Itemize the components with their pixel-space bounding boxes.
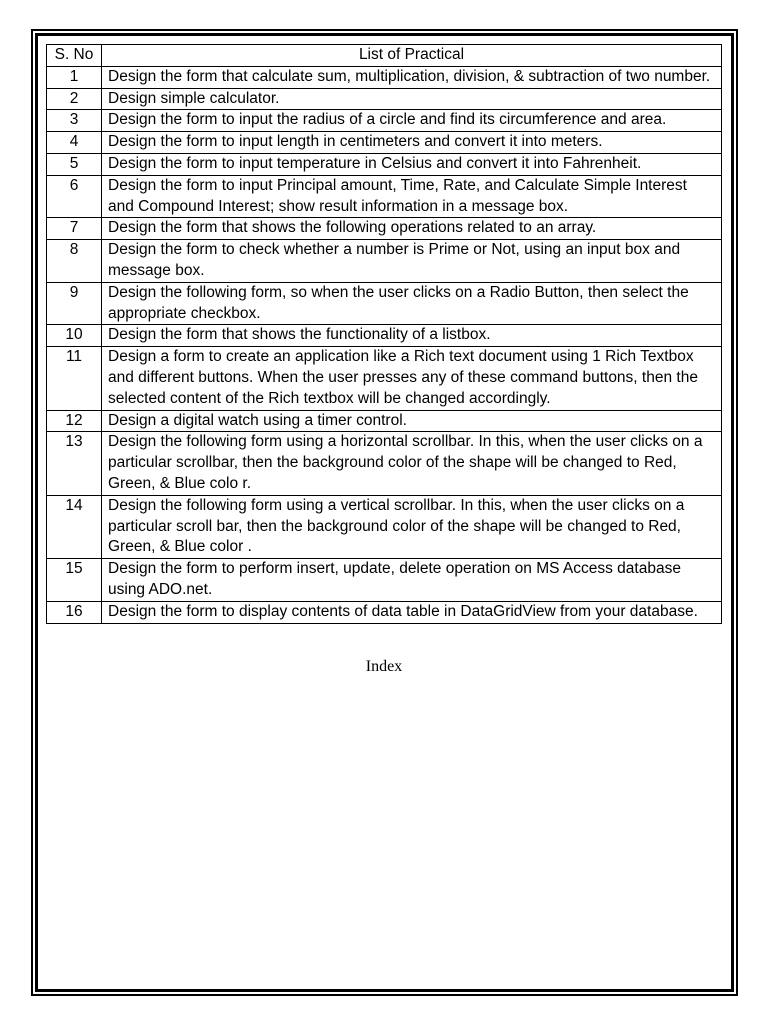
practical-description: Design simple calculator.: [102, 88, 722, 110]
serial-number: 1: [47, 66, 102, 88]
table-row: [47, 410, 722, 432]
practical-description: Design the form to input Principal amount, Time, Rate, and Calculate Simple Interest and Compound Interest; show result information in a message box.: [102, 175, 722, 218]
table-row: [47, 175, 722, 218]
table-row: [47, 88, 722, 110]
table-row: [47, 559, 722, 602]
table-row: [47, 432, 722, 495]
practical-description: Design a form to create an application like a Rich text document using 1 Rich Textbox and different buttons. When the user presses any of these command buttons, then the selected content of the Rich textbox will be changed accordingly.: [102, 347, 722, 410]
serial-number: 2: [47, 88, 102, 110]
practical-description: Design the following form using a horizontal scrollbar. In this, when the user clicks on a particular scrollbar, then the background color of the shape will be changed to Red, Green, & Blue colo r.: [102, 432, 722, 495]
table-row: [47, 66, 722, 88]
serial-number: 16: [47, 601, 102, 623]
serial-number: 7: [47, 218, 102, 240]
serial-number: 4: [47, 132, 102, 154]
practical-description: Design the following form, so when the user clicks on a Radio Button, then select the appropriate checkbox.: [102, 282, 722, 325]
practical-list-table: [46, 44, 722, 624]
table-row: [47, 282, 722, 325]
practical-column-header: List of Practical: [102, 45, 722, 67]
table-row: [47, 132, 722, 154]
practical-description: Design the form to check whether a number is Prime or Not, using an input box and message box.: [102, 240, 722, 283]
table-header-row: [47, 45, 722, 67]
table-row: [47, 347, 722, 410]
practical-description: Design the form to input the radius of a circle and find its circumference and area.: [102, 110, 722, 132]
table-row: [47, 240, 722, 283]
practical-description: Design the form to perform insert, update, delete operation on MS Access database using ADO.net.: [102, 559, 722, 602]
table-row: [47, 325, 722, 347]
table-row: [47, 601, 722, 623]
sno-column-header: S. No: [47, 45, 102, 67]
practical-description: Design the form to display contents of data table in DataGridView from your database.: [102, 601, 722, 623]
serial-number: 9: [47, 282, 102, 325]
serial-number: 3: [47, 110, 102, 132]
serial-number: 13: [47, 432, 102, 495]
table-row: [47, 110, 722, 132]
practical-description: Design the form that shows the following operations related to an array.: [102, 218, 722, 240]
serial-number: 10: [47, 325, 102, 347]
practical-description: Design the following form using a vertical scrollbar. In this, when the user clicks on a particular scroll bar, then the background color of the shape will be changed to Red, Green, & Blue color .: [102, 495, 722, 558]
practical-description: Design the form to input length in centimeters and convert it into meters.: [102, 132, 722, 154]
serial-number: 5: [47, 153, 102, 175]
serial-number: 6: [47, 175, 102, 218]
index-caption: Index: [365, 658, 403, 675]
practical-description: Design the form to input temperature in Celsius and convert it into Fahrenheit.: [102, 153, 722, 175]
table-row: [47, 153, 722, 175]
serial-number: 11: [47, 347, 102, 410]
practical-description: Design the form that calculate sum, multiplication, division, & subtraction of two number.: [102, 66, 722, 88]
table-row: [47, 218, 722, 240]
serial-number: 14: [47, 495, 102, 558]
practical-description: Design a digital watch using a timer control.: [102, 410, 722, 432]
practical-description: Design the form that shows the functionality of a listbox.: [102, 325, 722, 347]
table-row: [47, 495, 722, 558]
serial-number: 12: [47, 410, 102, 432]
serial-number: 8: [47, 240, 102, 283]
serial-number: 15: [47, 559, 102, 602]
